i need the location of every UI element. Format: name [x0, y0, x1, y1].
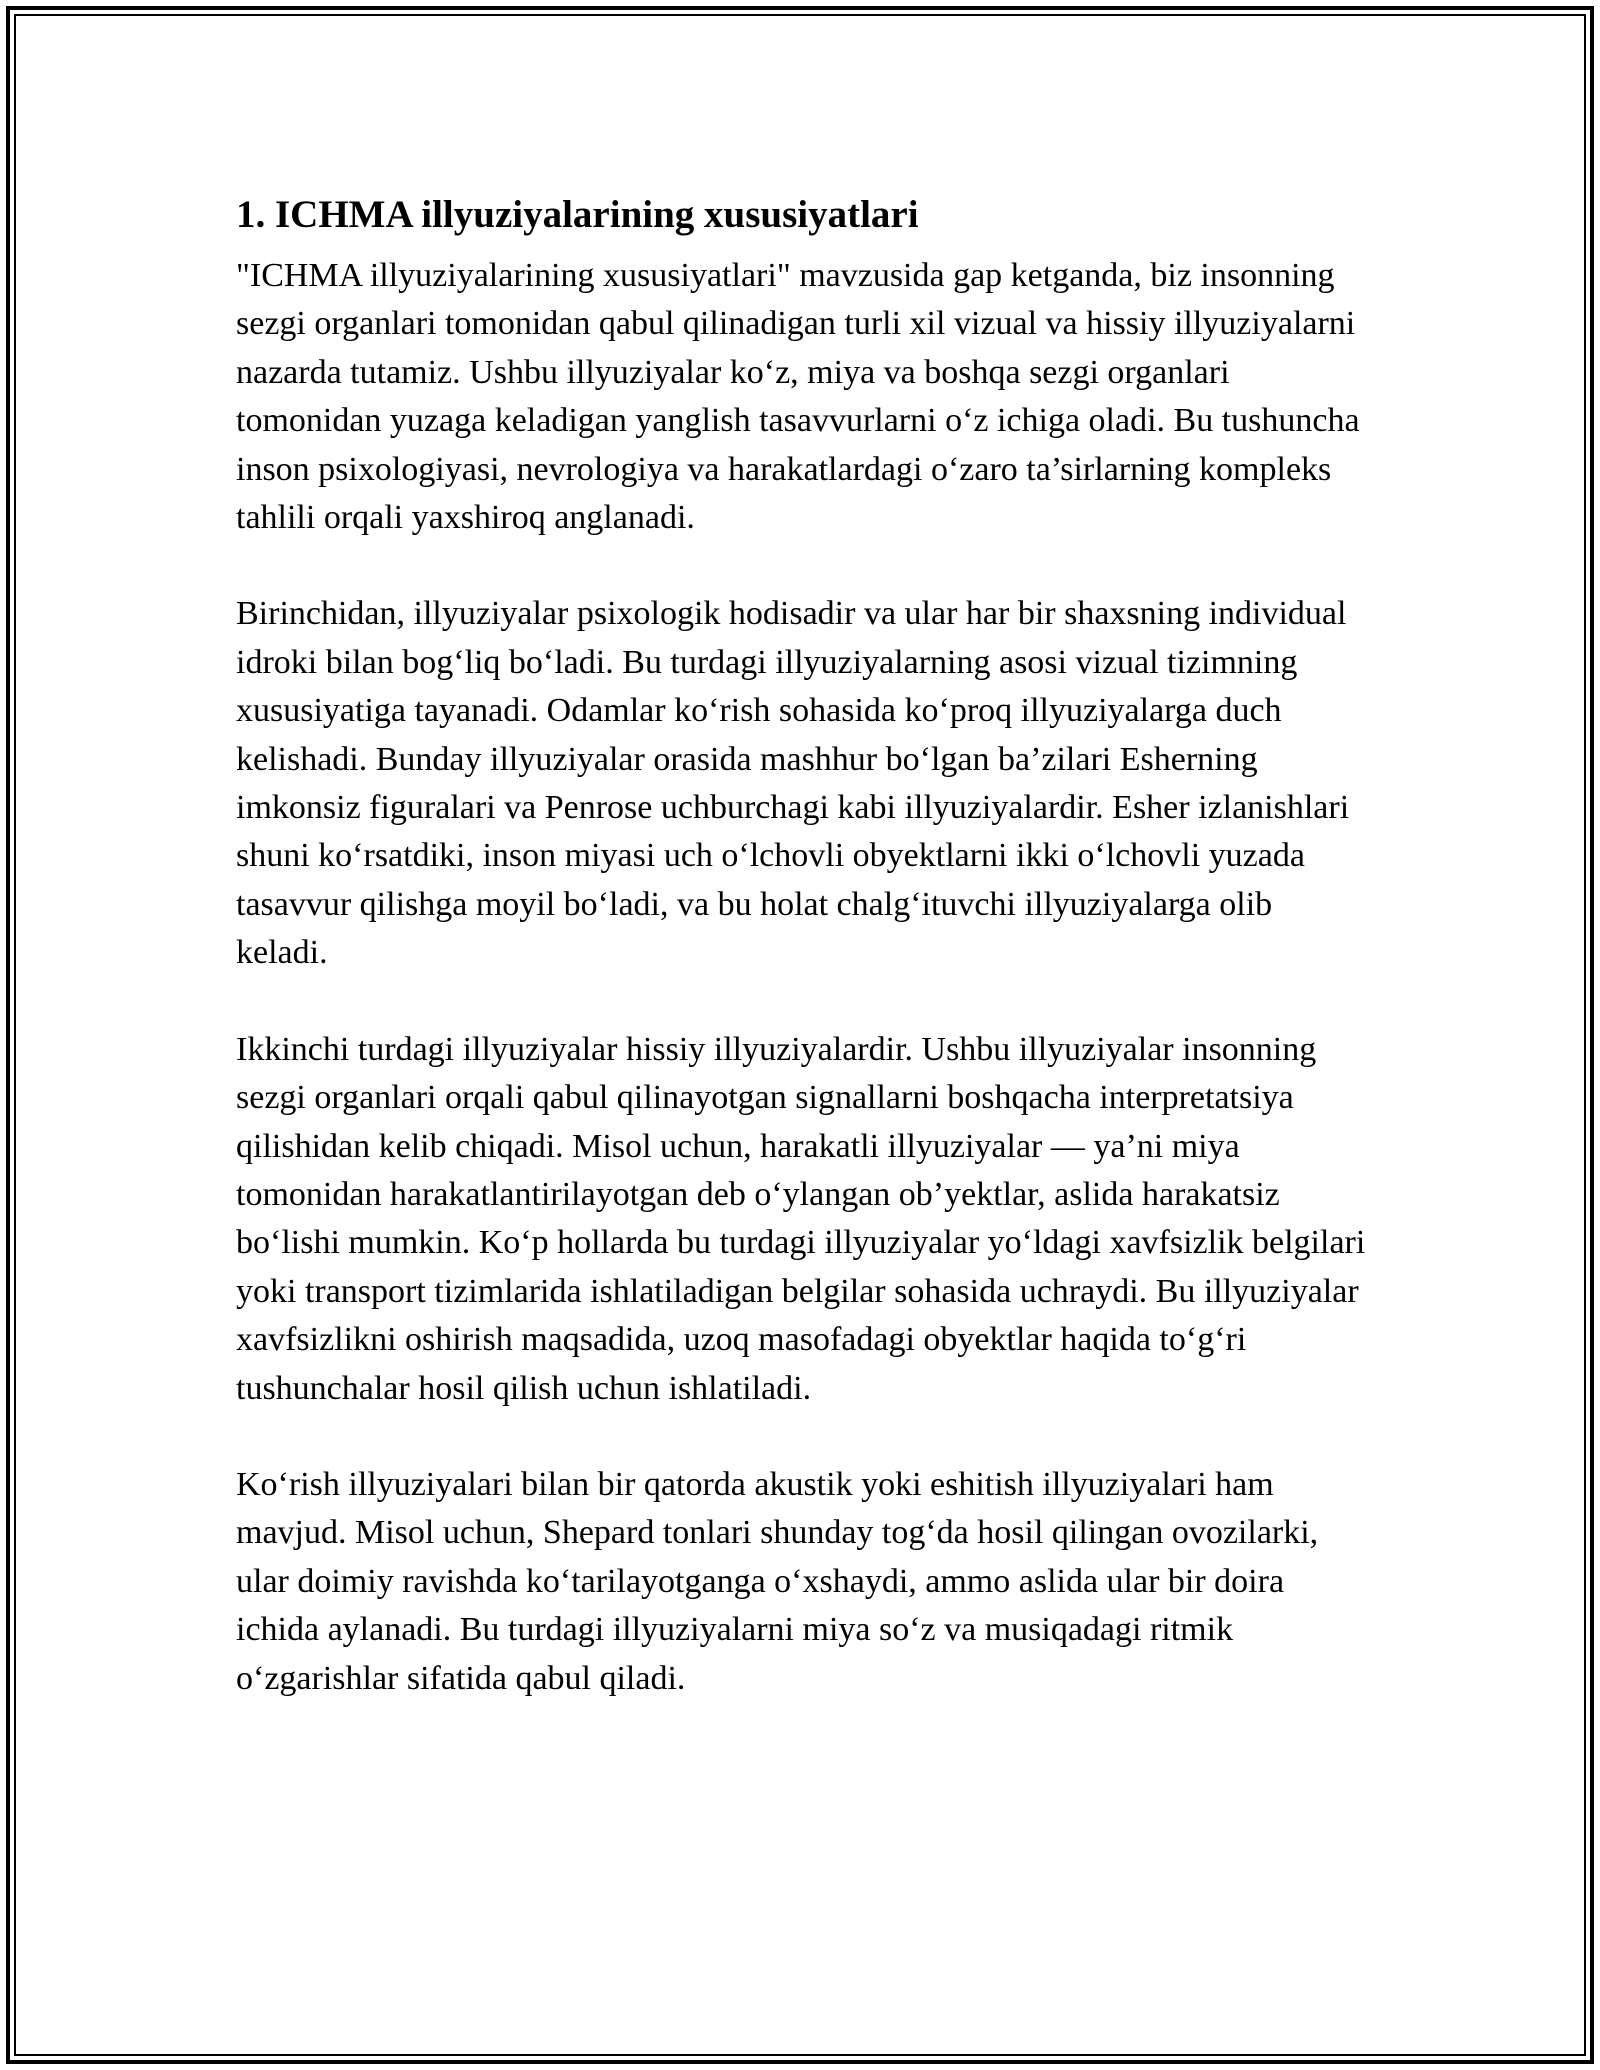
paragraph-2: Birinchidan, illyuziyalar psixologik hodisadir va ular har bir shaxsning individual idroki bilan bog‘liq bo‘ladi. Bu turdagi illyuziyalarning asosi vizual tizimning xususiyatiga tayanadi. Odamlar ko‘rish sohasida ko‘proq illyuziyalarga duch kelishadi. Bunday illyuziyalar orasida mashhur bo‘lgan ba’zilari Esherning imkonsiz figuralari va Penrose uchburchagi kabi illyuziyalardir. Esher izlanishlari shuni ko‘rsatdiki, inson miyasi uch o‘lchovli obyektlarni ikki o‘lchovli yuzada tasavvur qilishga moyil bo‘ladi, va bu holat chalg‘ituvchi illyuziyalarga olib keladi.: [236, 595, 1350, 972]
document-body: [236, 188, 1366, 1703]
paragraph-4: Ko‘rish illyuziyalari bilan bir qatorda akustik yoki eshitish illyuziyalari ham mavjud. Misol uchun, Shepard tonlari shunday tog‘da hosil qilingan ovozilarki, ular doimiy ravishda ko‘tarilayotganga o‘xshaydi, ammo aslida ular bir doira ichida aylanadi. Bu turdagi illyuziyalarni miya so‘z va musiqadagi ritmik o‘zgarishlar sifatida qabul qiladi.: [236, 1465, 1319, 1697]
paragraph-1: "ICHMA illyuziyalarining xususiyatlari" mavzusida gap ketganda, biz insonning sezgi organlari tomonidan qabul qilinadigan turli xil vizual va hissiy illyuziyalarni nazarda tutamiz. Ushbu illyuziyalar ko‘z, miya va boshqa sezgi organlari tomonidan yuzaga keladigan yanglish tasavvurlarni o‘z ichiga oladi. Bu tushuncha inson psixologiyasi, nevrologiya va harakatlardagi o‘zaro ta’sirlarning kompleks tahlili orqali yaxshiroq anglanadi.: [236, 257, 1360, 537]
paragraph-3: Ikkinchi turdagi illyuziyalar hissiy illyuziyalardir. Ushbu illyuziyalar insonning sezgi organlari orqali qabul qilinayotgan signallarni boshqacha interpretatsiya qilishidan kelib chiqadi. Misol uchun, harakatli illyuziyalar — ya’ni miya tomonidan harakatlantirilayotgan deb o‘ylangan ob’yektlar, aslida harakatsiz bo‘lishi mumkin. Ko‘p hollarda bu turdagi illyuziyalar yo‘ldagi xavfsizlik belgilari yoki transport tizimlarida ishlatiladigan belgilar sohasida uchraydi. Bu illyuziyalar xavfsizlikni oshirish maqsadida, uzoq masofadagi obyektlar haqida to‘g‘ri tushunchalar hosil qilish uchun ishlatiladi.: [236, 1030, 1366, 1407]
section-heading: 1. ICHMA illyuziyalarining xususiyatlari: [236, 193, 919, 236]
